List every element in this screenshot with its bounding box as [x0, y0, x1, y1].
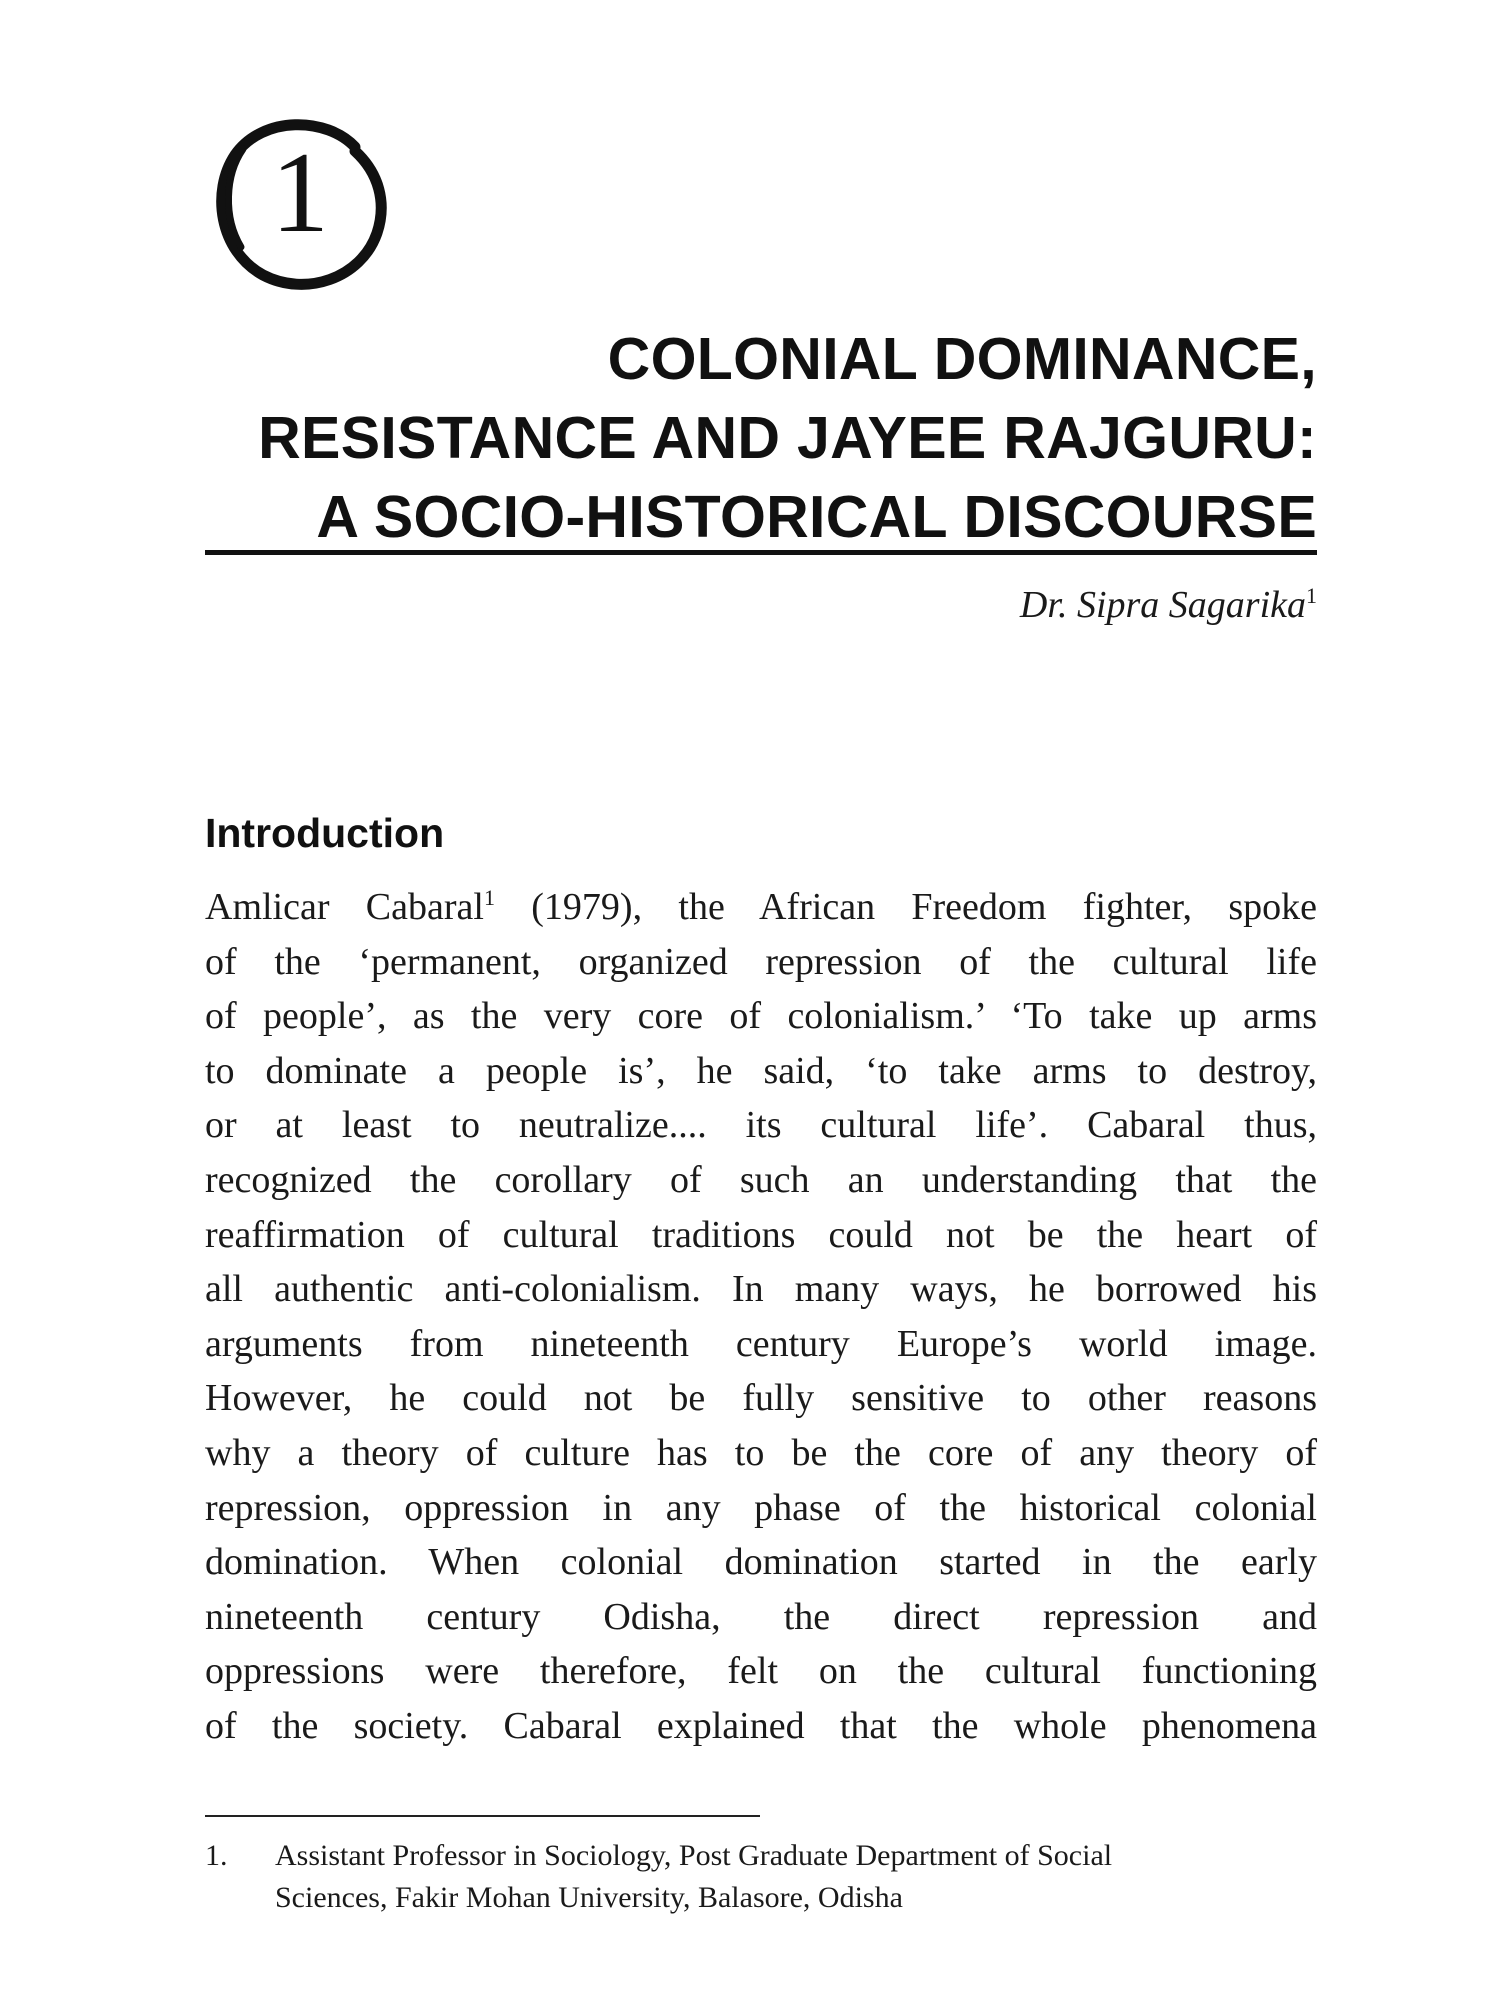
paragraph-line: of people’, as the very core of colonialism.’ ‘To take up arms: [205, 995, 1317, 1038]
paragraph-line: why a theory of culture has to be the core of any theory of: [205, 1431, 1317, 1474]
author-footnote-mark: 1: [1306, 583, 1317, 608]
paragraph-line: all authentic anti-colonialism. In many ways, he borrowed his: [205, 1268, 1317, 1311]
title-line: A SOCIO-HISTORICAL DISCOURSE: [316, 484, 1317, 550]
paragraph-line: repression, oppression in any phase of the historical colonial: [205, 1486, 1317, 1529]
paragraph-line: to dominate a people is’, he said, ‘to take arms to destroy,: [205, 1049, 1317, 1092]
chapter-title: [200, 320, 1317, 557]
paragraph-line: oppressions were therefore, felt on the cultural functioning: [205, 1650, 1317, 1693]
footnote-line: Sciences, Fakir Mohan University, Balasore, Odisha: [275, 1881, 903, 1914]
title-line: RESISTANCE AND JAYEE RAJGURU:: [258, 405, 1317, 471]
paragraph-line: However, he could not be fully sensitive to other reasons: [205, 1377, 1317, 1420]
author-name: Dr. Sipra Sagarika: [1019, 584, 1306, 626]
paragraph-line: reaffirmation of cultural traditions could not be the heart of: [205, 1213, 1317, 1256]
citation-mark: 1: [483, 885, 495, 910]
paragraph-line: of the ‘permanent, organized repression of the cultural life: [205, 940, 1317, 983]
line-text: Amlicar Cabaral: [205, 886, 484, 928]
line-text: (1979), the African Freedom fighter, spoke: [494, 886, 1317, 928]
paragraph-line: domination. When colonial domination started in the early: [205, 1541, 1317, 1584]
paragraph-line: or at least to neutralize.... its cultural life’. Cabaral thus,: [205, 1104, 1317, 1147]
paragraph-line: arguments from nineteenth century Europe’s world image.: [205, 1322, 1317, 1365]
paragraph-line: [205, 880, 1317, 935]
body-paragraph: [205, 880, 1317, 1754]
chapter-badge: [205, 105, 395, 295]
paragraph-line: nineteenth century Odisha, the direct repression and: [205, 1595, 1317, 1638]
footnote-line: Assistant Professor in Sociology, Post Graduate Department of Social: [275, 1839, 1113, 1872]
paragraph-line: of the society. Cabaral explained that the whole phenomena: [205, 1704, 1317, 1747]
footnote-divider: [205, 1815, 760, 1817]
footnote-marker: 1.: [205, 1839, 228, 1872]
title-divider: [205, 550, 1317, 555]
footnote-text: [275, 1835, 1317, 1919]
paragraph-line: recognized the corollary of such an understanding that the: [205, 1158, 1317, 1201]
section-heading: Introduction: [205, 810, 445, 856]
chapter-number: 1: [271, 129, 329, 257]
title-line: COLONIAL DOMINANCE,: [607, 326, 1317, 392]
author-byline: [700, 580, 1317, 630]
